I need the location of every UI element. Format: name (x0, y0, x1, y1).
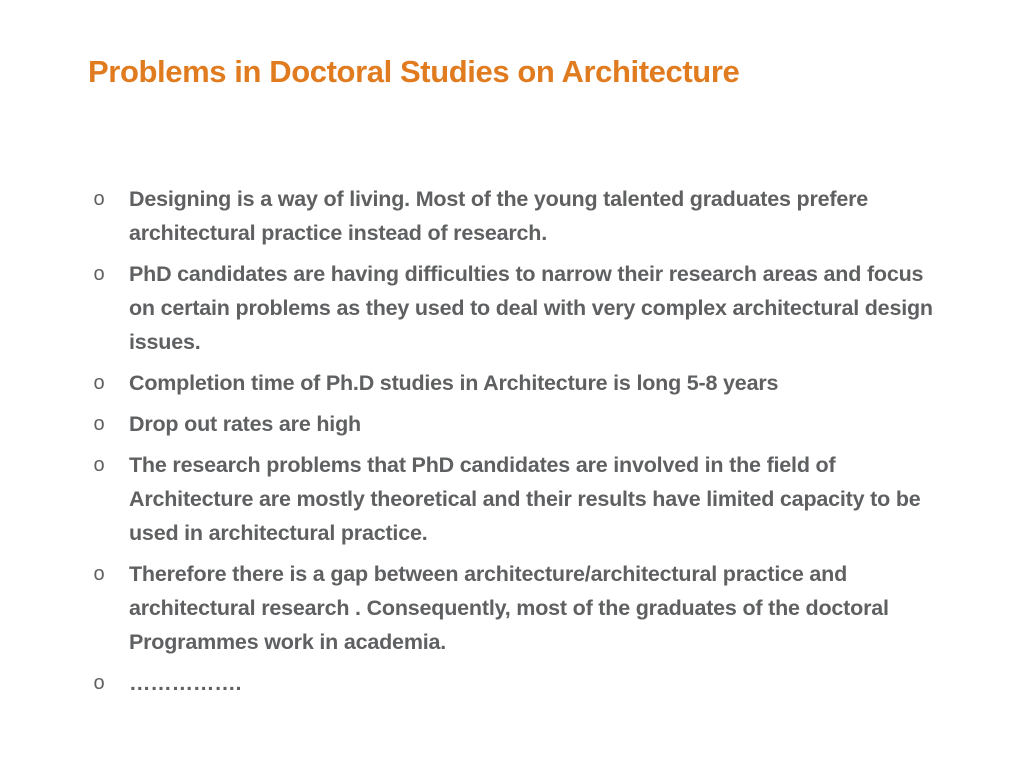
bullet-list (88, 182, 948, 707)
bullet-text: Therefore there is a gap between architecture/architectural practice and architectural research . Consequently, most of the graduates of the doctoral Programmes work in academia. (129, 562, 889, 654)
bullet-marker-icon: o (93, 263, 105, 285)
bullet-marker-icon: o (93, 188, 105, 210)
bullet-text: PhD candidates are having difficulties to narrow their research areas and focus on certain problems as they used to deal with very complex architectural design issues. (129, 262, 933, 354)
bullet-item (88, 182, 948, 250)
bullet-item (88, 448, 948, 550)
bullet-item (88, 366, 948, 400)
bullet-item (88, 557, 948, 659)
bullet-text: Designing is a way of living. Most of the young talented graduates prefere architectural practice instead of research. (129, 187, 869, 245)
bullet-marker-icon: o (93, 454, 105, 476)
bullet-marker-icon: o (93, 672, 105, 694)
bullet-text: Drop out rates are high (129, 412, 361, 436)
bullet-item (88, 257, 948, 359)
bullet-text: ……………. (129, 671, 242, 695)
slide-title: Problems in Doctoral Studies on Architecture (88, 54, 740, 89)
bullet-item (88, 666, 948, 700)
bullet-item (88, 407, 948, 441)
bullet-marker-icon: o (93, 372, 105, 394)
bullet-text: The research problems that PhD candidates are involved in the field of Architecture are mostly theoretical and their results have limited capacity to be used in architectural practice. (129, 453, 921, 545)
bullet-marker-icon: o (93, 563, 105, 585)
bullet-text: Completion time of Ph.D studies in Architecture is long 5-8 years (129, 371, 779, 395)
bullet-marker-icon: o (93, 413, 105, 435)
